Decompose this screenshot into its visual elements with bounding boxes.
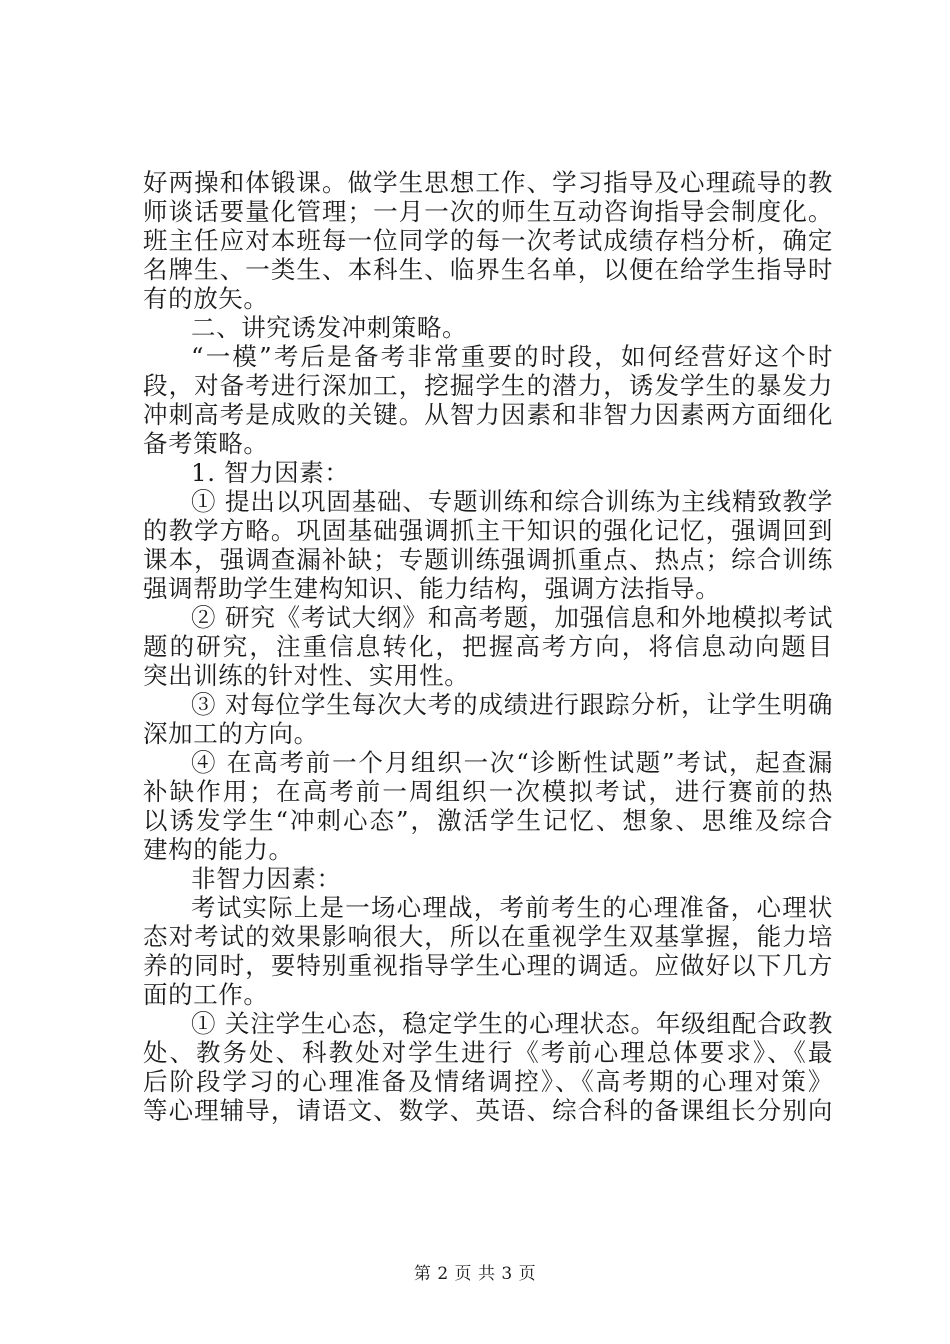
text-line: 建构的能力。 — [143, 835, 294, 864]
text-line: ② 研究《考试大纲》和高考题，加强信息和外地模拟考试 — [191, 603, 833, 632]
text-line: ③ 对每位学生每次大考的成绩进行跟踪分析，让学生明确 — [191, 690, 833, 719]
section-heading: 二、讲究诱发冲刺策略。 — [191, 313, 468, 342]
text-line: 等心理辅导，请语文、数学、英语、综合科的备课组长分别向 — [143, 1096, 833, 1125]
subsection-heading: 非智力因素： — [191, 864, 342, 893]
text-line: 题的研究，注重信息转化，把握高考方向，将信息动向题目 — [143, 632, 833, 661]
text-line: 深加工的方向。 — [143, 719, 319, 748]
text-line: ① 提出以巩固基础、专题训练和综合训练为主线精致教学 — [191, 487, 833, 516]
text-line: 养的同时，要特别重视指导学生心理的调适。应做好以下几方 — [143, 951, 833, 980]
text-line: 态对考试的效果影响很大，所以在重视学生双基掌握，能力培 — [143, 922, 833, 951]
text-line: 好两操和体锻课。做学生思想工作、学习指导及心理疏导的教 — [143, 168, 833, 197]
text-line: 后阶段学习的心理准备及情绪调控》、《高考期的心理对策》 — [143, 1067, 833, 1096]
subsection-heading: 1. 智力因素： — [191, 458, 350, 487]
text-line: 面的工作。 — [143, 980, 269, 1009]
text-line: 段，对备考进行深加工，挖掘学生的潜力，诱发学生的暴发力 — [143, 371, 833, 400]
text-line: 补缺作用；在高考前一周组织一次模拟考试，进行赛前的热 — [143, 777, 833, 806]
text-line: 课本，强调查漏补缺；专题训练强调抓重点、热点；综合训练 — [143, 545, 833, 574]
text-line: 师谈话要量化管理；一月一次的师生互动咨询指导会制度化。 — [143, 197, 833, 226]
text-line: 考试实际上是一场心理战，考前考生的心理准备，心理状 — [191, 893, 833, 922]
body-text — [143, 168, 833, 1125]
text-line: “一模”考后是备考非常重要的时段，如何经营好这个时 — [191, 342, 833, 371]
text-line: 名牌生、一类生、本科生、临界生名单，以便在给学生指导时 — [143, 255, 833, 284]
text-line: 有的放矢。 — [143, 284, 269, 313]
text-line: 冲刺高考是成败的关键。从智力因素和非智力因素两方面细化 — [143, 400, 833, 429]
page-number: 第 2 页 共 3 页 — [413, 1264, 537, 1284]
text-line: 以诱发学生“冲刺心态”，激活学生记忆、想象、思维及综合 — [143, 806, 833, 835]
text-line: ④ 在高考前一个月组织一次“诊断性试题”考试，起查漏 — [191, 748, 833, 777]
text-line: 强调帮助学生建构知识、能力结构，强调方法指导。 — [143, 574, 721, 603]
text-line: 的教学方略。巩固基础强调抓主干知识的强化记忆，强调回到 — [143, 516, 833, 545]
text-line: 班主任应对本班每一位同学的每一次考试成绩存档分析，确定 — [143, 226, 833, 255]
text-line: 备考策略。 — [143, 429, 269, 458]
text-line: 突出训练的针对性、实用性。 — [143, 661, 470, 690]
text-line: 处、教务处、科教处对学生进行《考前心理总体要求》、《最 — [143, 1038, 833, 1067]
text-line: ① 关注学生心态，稳定学生的心理状态。年级组配合政教 — [191, 1009, 833, 1038]
